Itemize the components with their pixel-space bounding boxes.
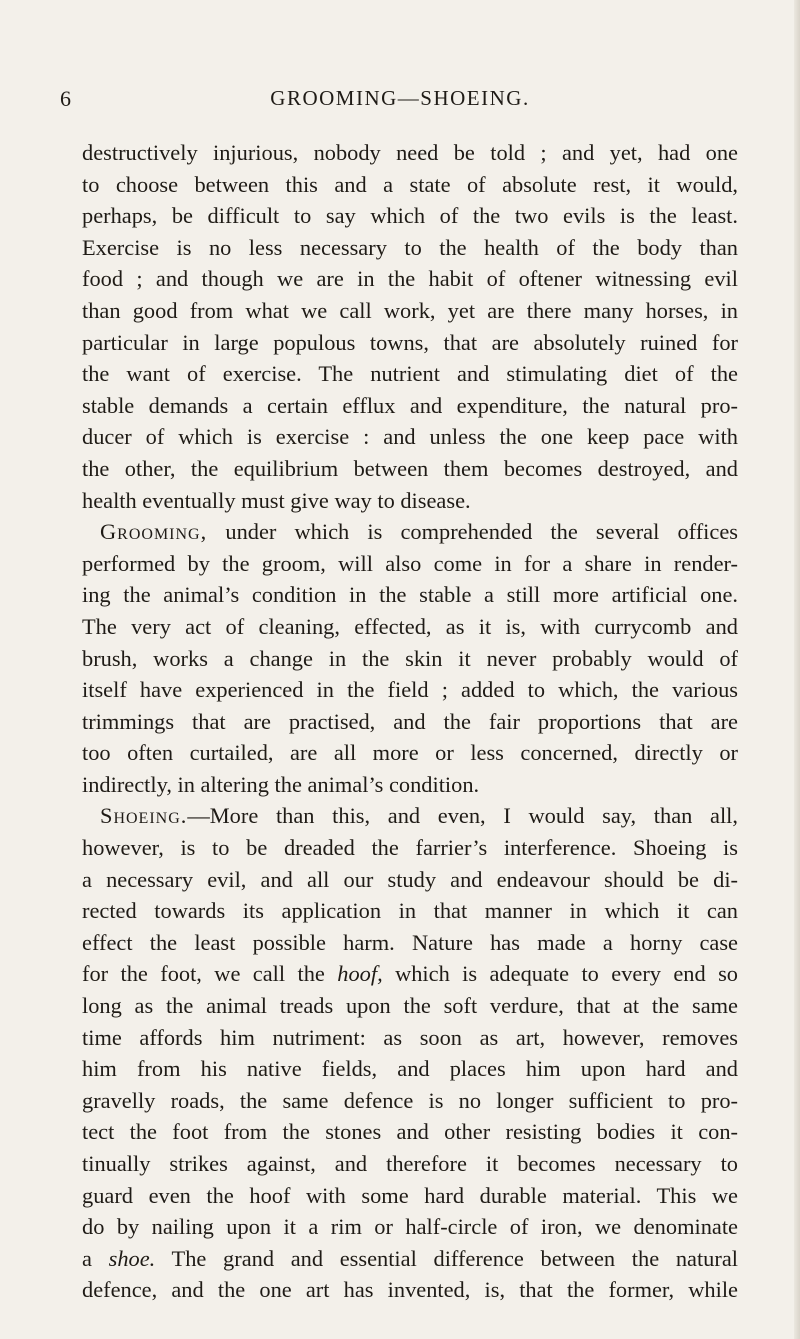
text-line: gravelly roads, the same defence is no longer sufficient to pro- bbox=[82, 1087, 738, 1113]
text-line: The very act of cleaning, effected, as it is, with currycomb and bbox=[82, 613, 738, 639]
text-line: particular in large populous towns, that are absolutely ruined for bbox=[82, 329, 738, 355]
text-line: trimmings that are practised, and the fair proportions that are bbox=[82, 708, 738, 734]
text-fragment: —More than this, and even, I would say, than all, bbox=[187, 803, 738, 829]
text-line: the other, the equilibrium between them becomes destroyed, and bbox=[82, 455, 738, 481]
text-fragment: a bbox=[82, 1245, 109, 1271]
body-text bbox=[82, 137, 738, 1306]
shoeing-paragraph-start bbox=[82, 800, 738, 832]
text-line: destructively injurious, nobody need be told ; and yet, had one bbox=[82, 140, 738, 165]
text-line: do by nailing upon it a rim or half-circle of iron, we denominate bbox=[82, 1214, 738, 1240]
text-line: a necessary evil, and all our study and endeavour should be di- bbox=[82, 866, 738, 892]
text-line: stable demands a certain efflux and expenditure, the natural pro- bbox=[82, 392, 738, 418]
text-line: tect the foot from the stones and other resisting bodies it con- bbox=[82, 1119, 738, 1145]
grooming-heading: Grooming, bbox=[100, 519, 208, 545]
text-line: too often curtailed, are all more or less concerned, directly or bbox=[82, 740, 738, 766]
text-line: rected towards its application in that manner in which it can bbox=[82, 898, 738, 924]
text-line: tinually strikes against, and therefore it becomes necessary to bbox=[82, 1151, 738, 1176]
text-line: brush, works a change in the skin it never probably would of bbox=[82, 645, 738, 671]
text-line: long as the animal treads upon the soft verdure, that at the same bbox=[82, 993, 738, 1019]
text-line: perhaps, be difficult to say which of the two evils is the least. bbox=[82, 203, 738, 229]
grooming-paragraph-start bbox=[82, 516, 738, 548]
running-head: GROOMING—SHOEING. bbox=[270, 86, 530, 110]
text-line: time affords him nutriment: as soon as art, however, removes bbox=[82, 1024, 738, 1050]
page-header bbox=[50, 86, 750, 116]
page-edge-shadow bbox=[794, 0, 800, 1339]
page-number: 6 bbox=[60, 86, 71, 111]
text-line: to choose between this and a state of absolute rest, it would, bbox=[82, 171, 738, 197]
text-line: effect the least possible harm. Nature has made a horny case bbox=[82, 929, 738, 955]
text-line: than good from what we call work, yet are there many horses, in bbox=[82, 297, 738, 323]
text-fragment: for the foot, we call the bbox=[82, 961, 338, 987]
text-fragment: The grand and essential difference between the natural bbox=[155, 1245, 738, 1271]
italic-term-hoof: hoof, bbox=[337, 961, 383, 987]
text-fragment: which is adequate to every end so bbox=[382, 961, 738, 987]
text-line: Exercise is no less necessary to the health of the body than bbox=[82, 234, 738, 260]
text-line-hoof bbox=[82, 958, 738, 990]
text-line: food ; and though we are in the habit of oftener witnessing evil bbox=[82, 266, 738, 292]
text-line: defence, and the one art has invented, is, that the former, while bbox=[82, 1277, 738, 1303]
text-line: the want of exercise. The nutrient and stimulating diet of the bbox=[82, 361, 738, 387]
shoeing-heading: Shoeing. bbox=[100, 803, 188, 829]
text-line: however, is to be dreaded the farrier’s interference. Shoeing is bbox=[82, 835, 738, 861]
text-fragment: under which is comprehended the several offices bbox=[207, 519, 738, 545]
text-line: health eventually must give way to disease. bbox=[82, 487, 471, 513]
text-line: indirectly, in altering the animal’s condition. bbox=[82, 771, 480, 797]
text-line: ducer of which is exercise : and unless the one keep pace with bbox=[82, 424, 738, 450]
text-line: guard even the hoof with some hard durable material. This we bbox=[82, 1182, 738, 1208]
italic-term-shoe: shoe. bbox=[108, 1245, 156, 1271]
text-line: performed by the groom, will also come in for a share in render- bbox=[82, 550, 738, 576]
text-line: ing the animal’s condition in the stable a still more artificial one. bbox=[82, 582, 738, 608]
text-line: him from his native fields, and places him upon hard and bbox=[82, 1056, 738, 1082]
text-line: itself have experienced in the field ; added to which, the various bbox=[82, 677, 738, 703]
text-line-shoe bbox=[82, 1243, 738, 1275]
